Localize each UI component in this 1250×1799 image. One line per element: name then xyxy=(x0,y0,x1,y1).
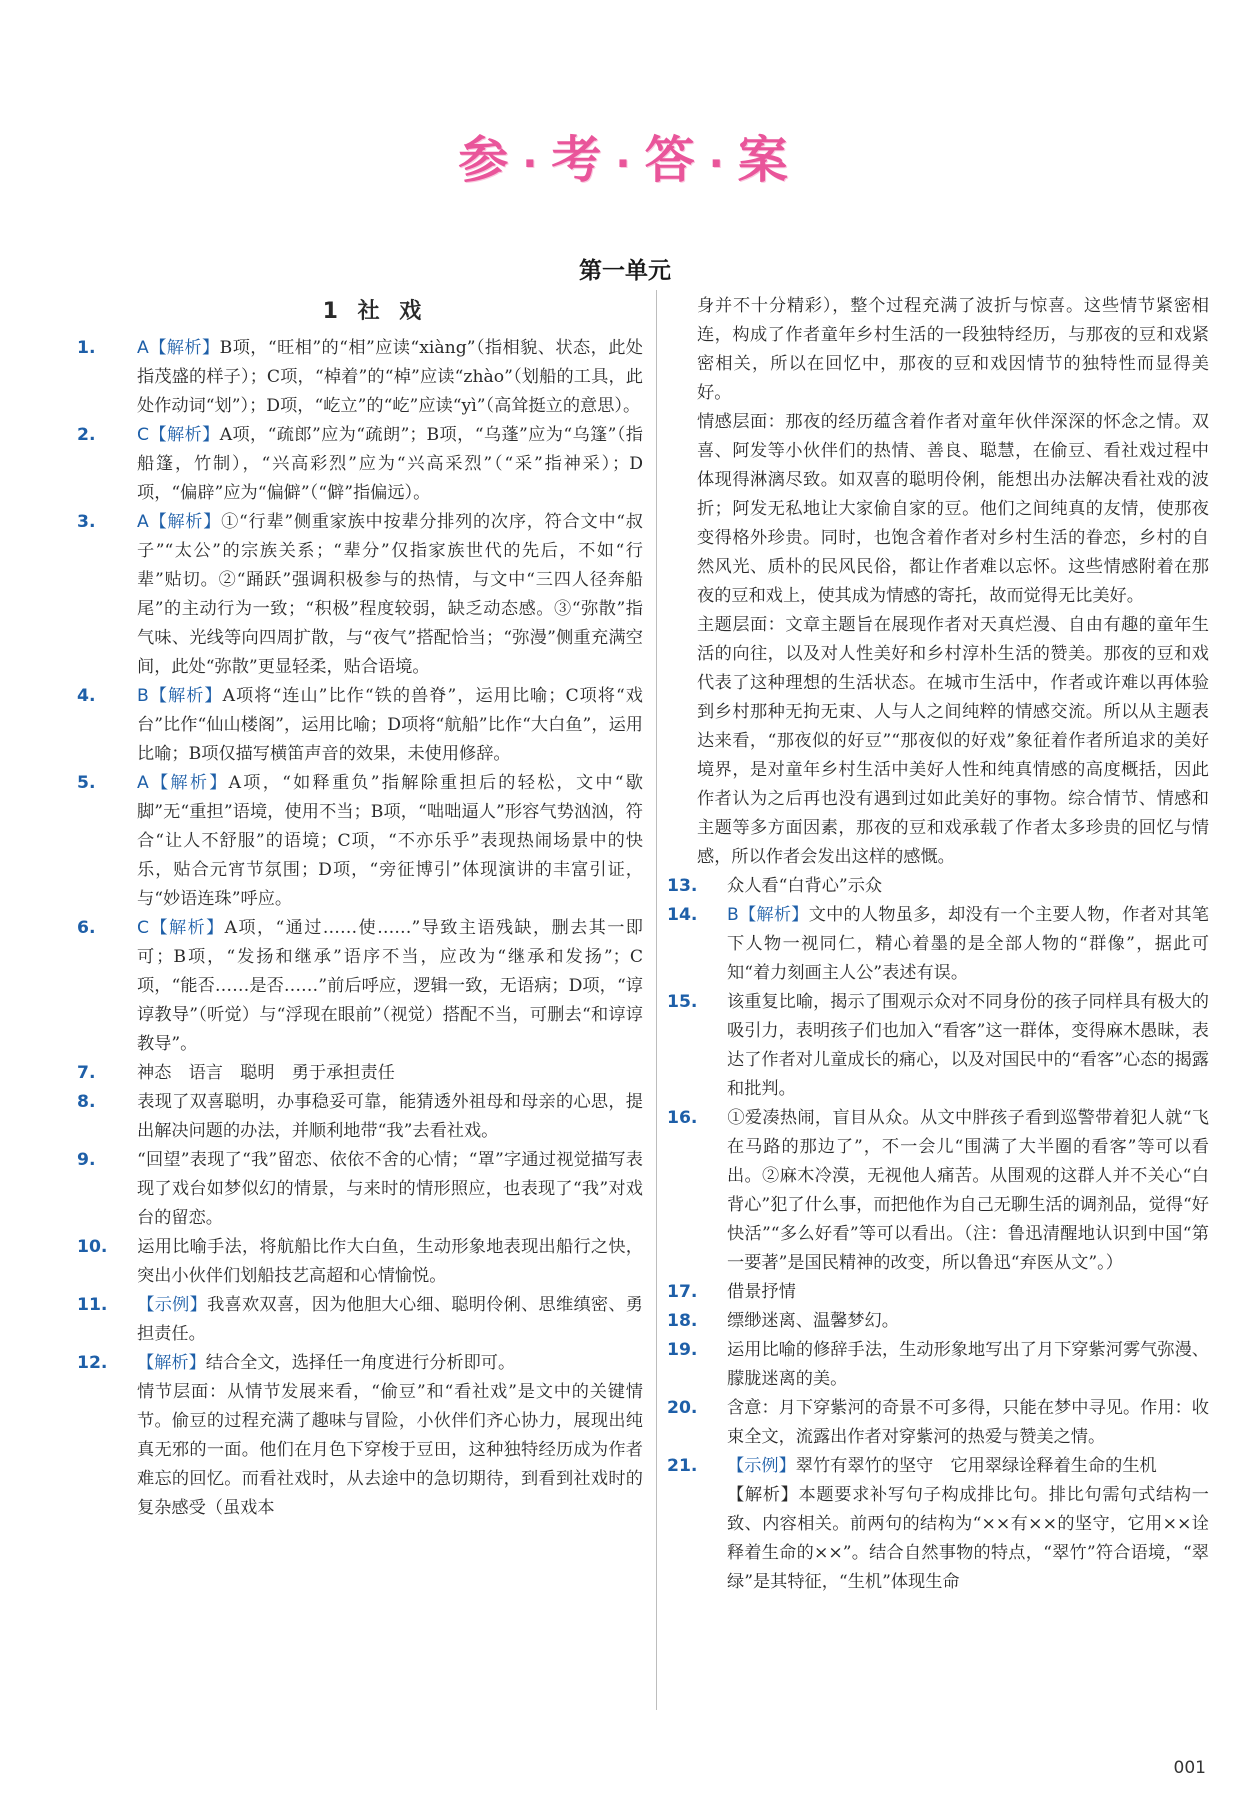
answer-item xyxy=(77,508,643,682)
answer-number: 13. xyxy=(667,876,698,896)
answer-number: 16. xyxy=(667,1108,698,1128)
answer-text: 借景抒情 xyxy=(727,1282,796,1302)
answer-number: 11. xyxy=(77,1295,108,1315)
answer-number: 18. xyxy=(667,1311,698,1331)
answer-number: 20. xyxy=(667,1398,698,1418)
answer-item xyxy=(77,1291,643,1349)
answer-number: 14. xyxy=(667,905,698,925)
answer-number: 5. xyxy=(77,773,96,793)
answer-text: 含意：月下穿紫河的奇景不可多得，只能在梦中寻见。作用：收束全文，流露出作者对穿紫河的热爱与赞美之情。 xyxy=(727,1398,1209,1447)
answer-tag: 【解析】 xyxy=(148,338,220,358)
answer-number: 9. xyxy=(77,1150,96,1170)
answer-item xyxy=(667,901,1209,988)
answer-tag: 【解析】 xyxy=(738,905,809,925)
answer-text: 结合全文，选择任一角度进行分析即可。 xyxy=(205,1353,516,1373)
answer-item xyxy=(667,1336,1209,1394)
answer-item xyxy=(667,1394,1209,1452)
answer-choice: C xyxy=(137,425,150,445)
answer-text: ①“行辈”侧重家族中按辈分排列的次序，符合文中“叔子”“太公”的宗族关系；“辈分”仅指家族世代的先后，不如“行辈”贴切。②“踊跃”强调积极参与的热情，与文中“三四人径奔船尾”的主动行为一致；“积极”程度较弱，缺乏动态感。③“弥散”指气味、光线等向四周扩散，与“夜气”搭配恰当；“弥漫”侧重充满空间，此处“弥散”更显轻柔，贴合语境。 xyxy=(137,512,643,677)
answer-text: B项，“旺相”的“相”应读“xiàng”（指相貌、状态，此处指茂盛的样子）；C项，“棹着”的“棹”应读“zhào”（划船的工具，此处作动词“划”）；D项，“屹立”的“屹”应读“yì”（高耸挺立的意思）。 xyxy=(137,338,643,416)
answer-number: 8. xyxy=(77,1092,96,1112)
answer-text: 运用比喻手法，将航船比作大白鱼，生动形象地表现出船行之快，突出小伙伴们划船技艺高超和心情愉悦。 xyxy=(137,1237,643,1286)
analysis-paragraph: 身并不十分精彩），整个过程充满了波折与惊喜。这些情节紧密相连，构成了作者童年乡村生活的一段独特经历，与那夜的豆和戏紧密相关，所以在回忆中，那夜的豆和戏因情节的独特性而显得美好。 xyxy=(697,296,1209,403)
lesson-title: 1 社 戏 xyxy=(322,299,428,324)
answer-number: 19. xyxy=(667,1340,698,1360)
answer-text: 众人看“白背心”示众 xyxy=(727,876,883,896)
answer-item xyxy=(667,1452,1209,1481)
answer-tag: 【解析】 xyxy=(148,773,229,793)
answer-item xyxy=(77,421,643,508)
answer-item xyxy=(77,914,643,1059)
answer-item xyxy=(77,1059,643,1088)
answer-text: 翠竹有翠竹的坚守 它用翠绿诠释着生命的生机 xyxy=(795,1456,1157,1476)
answer-text: 缥缈迷离、温馨梦幻。 xyxy=(727,1311,899,1331)
left-column xyxy=(77,292,643,1523)
answer-number: 3. xyxy=(77,512,96,532)
answer-text: A项，“如释重负”指解除重担后的轻松，文中“歇脚”无“重担”语境，使用不当；B项，“咄咄逼人”形容气势汹汹，符合“让人不舒服”的语境；C项，“不亦乐乎”表现热闹场景中的快乐，贴合元宵节氛围；D项，“旁征博引”体现演讲的丰富引证，与“妙语连珠”呼应。 xyxy=(137,773,643,909)
answer-text: “回望”表现了“我”留恋、依依不舍的心情；“罩”字通过视觉描写表现了戏台如梦似幻的情景，与来时的情形照应，也表现了“我”对戏台的留恋。 xyxy=(137,1150,643,1228)
answer-text: A项，“疏郎”应为“疏朗”；B项，“乌蓬”应为“乌篷”（指船篷，竹制），“兴高彩烈”应为“兴高采烈”（“采”指神采）；D项，“偏辟”应为“偏僻”（“僻”指偏远）。 xyxy=(137,425,643,503)
page-number: 001 xyxy=(1173,1758,1206,1778)
answer-text: 运用比喻的修辞手法，生动形象地写出了月下穿紫河雾气弥漫、朦胧迷离的美。 xyxy=(727,1340,1209,1389)
answer-text: 我喜欢双喜，因为他胆大心细、聪明伶俐、思维缜密、勇担责任。 xyxy=(137,1295,643,1344)
answer-number: 1. xyxy=(77,338,96,358)
right-column xyxy=(667,292,1209,1597)
page-title: 参 · 考 · 答 · 案 xyxy=(458,131,792,189)
answer-tag: 【解析】 xyxy=(149,918,225,938)
answer-choice: B xyxy=(727,905,739,925)
answer-number: 12. xyxy=(77,1353,108,1373)
answer-item xyxy=(77,1233,643,1291)
answer-number: 21. xyxy=(667,1456,698,1476)
answer-choice: A xyxy=(137,338,149,358)
answer-item xyxy=(77,682,643,769)
answer-text: 文中的人物虽多，却没有一个主要人物，作者对其笔下人物一视同仁，精心着墨的是全部人物的“群像”，据此可知“着力刻画主人公”表述有误。 xyxy=(727,905,1209,983)
answer-item xyxy=(667,1278,1209,1307)
answer-text: A项将“连山”比作“铁的兽脊”，运用比喻；C项将“戏台”比作“仙山楼阁”，运用比喻；D项将“航船”比作“大白鱼”，运用比喻；B项仅描写横笛声音的效果，未使用修辞。 xyxy=(137,686,643,764)
answer-tag: 【解析】 xyxy=(149,425,220,445)
answer-tag: 【解析】 xyxy=(148,686,223,706)
answer-text: 神态 语言 聪明 勇于承担责任 xyxy=(137,1063,395,1083)
answer-choice: A xyxy=(137,773,149,793)
answer-item xyxy=(667,988,1209,1104)
answer-item xyxy=(77,334,643,421)
answer-number: 7. xyxy=(77,1063,96,1083)
column-divider xyxy=(656,290,657,1710)
answer-number: 4. xyxy=(77,686,96,706)
answer-number: 15. xyxy=(667,992,698,1012)
answer-item xyxy=(667,1307,1209,1336)
answer-item xyxy=(77,1088,643,1146)
answer-number: 2. xyxy=(77,425,96,445)
answer-tag: 【解析】 xyxy=(137,1353,206,1373)
unit-heading: 第一单元 xyxy=(579,258,671,284)
analysis-paragraph: 情节层面：从情节发展来看，“偷豆”和“看社戏”是文中的关键情节。偷豆的过程充满了趣味与冒险，小伙伴们齐心协力，展现出纯真无邪的一面。他们在月色下穿梭于豆田，这种独特经历成为作者难忘的回忆。而看社戏时，从去途中的急切期待，到看到社戏时的复杂感受（虽戏本 xyxy=(137,1382,643,1518)
analysis-paragraph: 主题层面：文章主题旨在展现作者对天真烂漫、自由有趣的童年生活的向往，以及对人性美好和乡村淳朴生活的赞美。那夜的豆和戏代表了这种理想的生活状态。在城市生活中，作者或许难以再体验到乡村那种无拘无束、人与人之间纯粹的情感交流。所以从主题表达来看，“那夜似的好豆”“那夜似的好戏”象征着作者所追求的美好境界，是对童年乡村生活中美好人性和纯真情感的高度概括，因此作者认为之后再也没有遇到过如此美好的事物。综合情节、情感和主题等多方面因素，那夜的豆和戏承载了作者太多珍贵的回忆与情感，所以作者会发出这样的感慨。 xyxy=(697,615,1209,867)
answer-number: 6. xyxy=(77,918,96,938)
answer-number: 17. xyxy=(667,1282,698,1302)
answer-text: 该重复比喻，揭示了围观示众对不同身份的孩子同样具有极大的吸引力，表明孩子们也加入“看客”这一群体，变得麻木愚昧，表达了作者对儿童成长的痛心，以及对国民中的“看客”心态的揭露和批判。 xyxy=(727,992,1209,1099)
answer-text: ①爱凑热闹，盲目从众。从文中胖孩子看到巡警带着犯人就“飞在马路的那边了”，不一会儿“围满了大半圈的看客”等可以看出。②麻木冷漠，无视他人痛苦。从围观的这群人并不关心“白背心”犯了什么事，而把他作为自己无聊生活的调剂品，觉得“好快活”“多么好看”等可以看出。（注：鲁迅清醒地认识到中国“第一要著”是国民精神的改变，所以鲁迅“弃医从文”。） xyxy=(727,1108,1209,1273)
answer-text: 表现了双喜聪明，办事稳妥可靠，能猜透外祖母和母亲的心思，提出解决问题的办法，并顺利地带“我”去看社戏。 xyxy=(137,1092,643,1141)
answer-item xyxy=(77,1349,643,1378)
answer-21-analysis: 【解析】本题要求补写句子构成排比句。排比句需句式结构一致、内容相关。前两句的结构为“××有××的坚守，它用××诠释着生命的××”。结合自然事物的特点，“翠竹”符合语境，“翠绿”是其特征，“生机”体现生命 xyxy=(727,1485,1209,1592)
answer-item xyxy=(667,1104,1209,1278)
answer-tag: 【解析】 xyxy=(148,512,222,532)
answer-tag: 【示例】 xyxy=(727,1456,796,1476)
answer-choice: B xyxy=(137,686,149,706)
answer-text: A项，“通过……使……”导致主语残缺，删去其一即可；B项，“发扬和继承”语序不当，应改为“继承和发扬”；C项，“能否……是否……”前后呼应，逻辑一致，无语病；D项，“谆谆教导”（听觉）与“浮现在眼前”（视觉）搭配不当，可删去“和谆谆教导”。 xyxy=(137,918,643,1054)
answer-number: 10. xyxy=(77,1237,108,1257)
answer-item xyxy=(77,769,643,914)
answer-item xyxy=(667,872,1209,901)
answer-item xyxy=(77,1146,643,1233)
analysis-paragraph: 情感层面：那夜的经历蕴含着作者对童年伙伴深深的怀念之情。双喜、阿发等小伙伴们的热情、善良、聪慧，在偷豆、看社戏过程中体现得淋漓尽致。如双喜的聪明伶俐，能想出办法解决看社戏的波折；阿发无私地让大家偷自家的豆。他们之间纯真的友情，使那夜变得格外珍贵。同时，也饱含着作者对乡村生活的眷恋，乡村的自然风光、质朴的民风民俗，都让作者难以忘怀。这些情感附着在那夜的豆和戏上，使其成为情感的寄托，故而觉得无比美好。 xyxy=(697,412,1209,606)
answer-choice: A xyxy=(137,512,149,532)
answer-choice: C xyxy=(137,918,150,938)
answer-tag: 【示例】 xyxy=(137,1295,208,1315)
